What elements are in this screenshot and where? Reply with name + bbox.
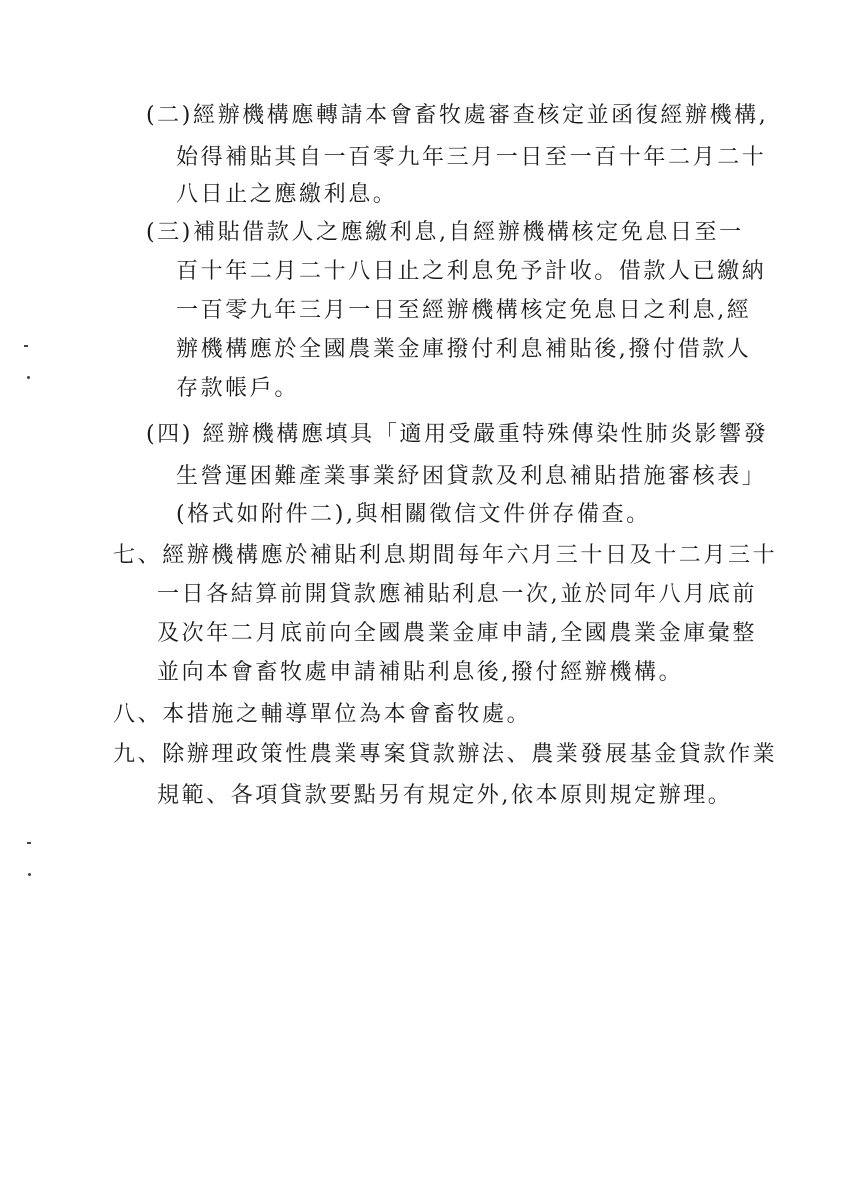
scan-mark [28, 873, 31, 876]
item-4-line-1: (四) 經辦機構應填具「適用受嚴重特殊傳染性肺炎影響發 [146, 422, 769, 447]
section-7-line-1: 七、經辦機構應於補貼利息期間每年六月三十日及十二月三十 [113, 543, 778, 568]
item-2-line-2: 始得補貼其自一百零九年三月一日至一百十年二月二十 [176, 145, 767, 170]
item-4-line-2: 生營運困難產業事業紓困貸款及利息補貼措施審核表」 [176, 464, 767, 489]
section-9-line-1: 九、除辦理政策性農業專案貸款辦法、農業發展基金貸款作業 [113, 742, 778, 767]
section-9-line-2: 規範、各項貸款要點另有規定外,依本原則規定辦理。 [157, 783, 733, 808]
item-3-line-2: 百十年二月二十八日止之利息免予計收。借款人已繳納 [176, 259, 767, 284]
section-7-line-2: 一日各結算前開貸款應補貼利息一次,並於同年八月底前 [157, 582, 757, 607]
item-2-line-3: 八日止之應繳利息。 [176, 182, 398, 207]
scan-mark [27, 376, 30, 379]
section-7-line-4: 並向本會畜牧處申請補貼利息後,撥付經辦機構。 [157, 660, 684, 685]
scan-mark [24, 345, 28, 347]
section-8-line-1: 八、本措施之輔導單位為本會畜牧處。 [113, 702, 532, 727]
item-2-line-1: (二)經辦機構應轉請本會畜牧處審查核定並函復經辦機構, [146, 103, 769, 128]
item-3-line-3: 一百零九年三月一日至經辦機構核定免息日之利息,經 [176, 298, 752, 323]
item-3-line-5: 存款帳戶。 [176, 376, 300, 401]
item-3-line-4: 辦機構應於全國農業金庫撥付利息補貼後,撥付借款人 [176, 337, 752, 362]
item-4-line-3: (格式如附件二),與相關徵信文件併存備查。 [176, 502, 651, 527]
section-7-line-3: 及次年二月底前向全國農業金庫申請,全國農業金庫彙整 [157, 621, 757, 646]
scan-mark [27, 842, 31, 844]
item-3-line-1: (三)補貼借款人之應繳利息,自經辦機構核定免息日至一 [146, 220, 744, 245]
